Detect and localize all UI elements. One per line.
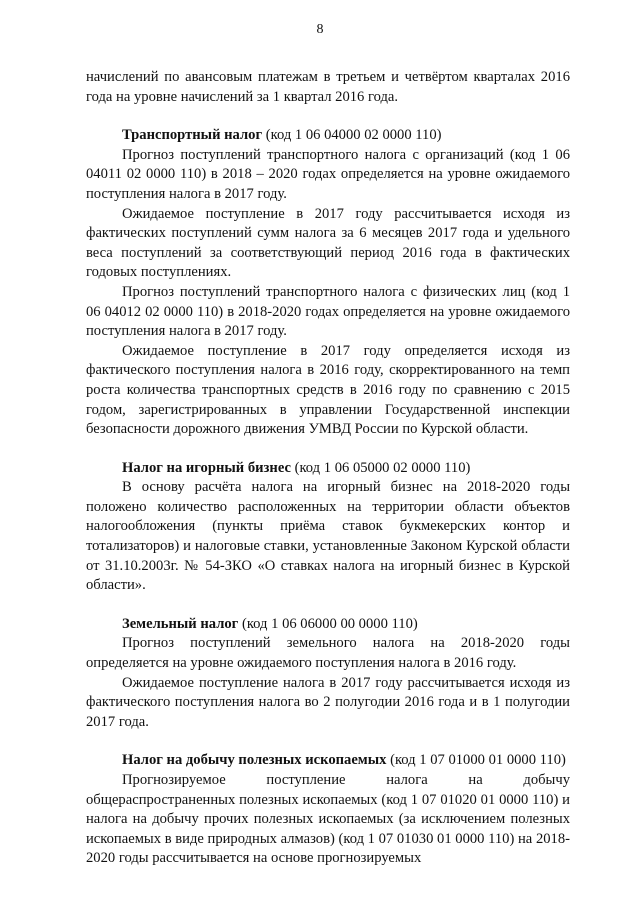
paragraph: Прогноз поступлений земельного налога на 2018-2020 годы определяется на уровне ожидаемого поступления налога в 2016 году. bbox=[86, 635, 570, 672]
document-body bbox=[86, 68, 570, 869]
section-title: Налог на игорный бизнес bbox=[122, 459, 291, 476]
section-code: (код 1 06 05000 02 0000 110) bbox=[290, 459, 471, 476]
paragraph: Прогноз поступлений транспортного налога с организаций (код 1 06 04011 02 0000 110) в 2018 – 2020 годах определяется на уровне ожидаемого поступления налога в 2017 году. bbox=[86, 146, 570, 202]
section-heading bbox=[86, 126, 570, 146]
paragraph: Ожидаемое поступление в 2017 году рассчитывается исходя из фактических поступлений сумм налога за 6 месяцев 2017 года и удельного веса поступлений за соответствующий период 2016 года в фактических годовых поступлениях. bbox=[86, 205, 570, 281]
page-number: 8 bbox=[316, 22, 324, 37]
section-code: (код 1 06 06000 00 0000 110) bbox=[238, 615, 418, 632]
paragraph: Прогноз поступлений транспортного налога с физических лиц (код 1 06 04012 02 0000 110) в 2018-2020 годах определяется на уровне ожидаемого поступления налога в 2017 году. bbox=[86, 283, 570, 340]
section-code: (код 1 06 04000 02 0000 110) bbox=[262, 127, 442, 144]
paragraph: В основу расчёта налога на игорный бизнес на 2018-2020 годы положено количество расположенных на территории области объектов налогообложения (пункты приёма ставок букмекерских контор и тотализаторов) и налоговые ставки, установленные Законом Курской области от 31.10.2003г. № 54-ЗКО «О ставках налога на игорный бизнес в Курской области». bbox=[86, 479, 570, 594]
section-title: Земельный налог bbox=[122, 615, 239, 632]
intro-paragraph: начислений по авансовым платежам в третьем и четвёртом кварталах 2016 года на уровне начислений за 1 квартал 2016 года. bbox=[86, 69, 570, 105]
paragraph: Прогнозируемое поступление налога на добычу общераспространенных полезных ископаемых (код 1 07 01020 01 0000 110) и налога на добычу прочих полезных ископаемых (за исключением полезных ископаемых в виде природных алмазов) (код 1 07 01030 01 0000 110) на 2018-2020 годы рассчитывается на основе прогнозируемых bbox=[86, 772, 570, 867]
paragraph: Ожидаемое поступление в 2017 году определяется исходя из фактического поступления налога в 2016 году, скорректированного на темп роста количества транспортных средств в 2016 году по сравнению с 2015 годом, зарегистрированных в управлении Государственной инспекции безопасности дорожного движения УМВД России по Курской области. bbox=[86, 342, 570, 438]
section-title: Транспортный налог bbox=[122, 127, 263, 144]
section-title: Налог на добычу полезных ископаемых bbox=[122, 752, 387, 769]
section-heading bbox=[86, 751, 570, 771]
section-code: (код 1 07 01000 01 0000 110) bbox=[386, 752, 566, 769]
section-heading bbox=[86, 459, 570, 479]
section-heading bbox=[86, 615, 570, 635]
paragraph: Ожидаемое поступление налога в 2017 году рассчитывается исходя из фактического поступления налога во 2 полугодии 2016 года и в 1 полугодии 2017 года. bbox=[86, 674, 570, 730]
